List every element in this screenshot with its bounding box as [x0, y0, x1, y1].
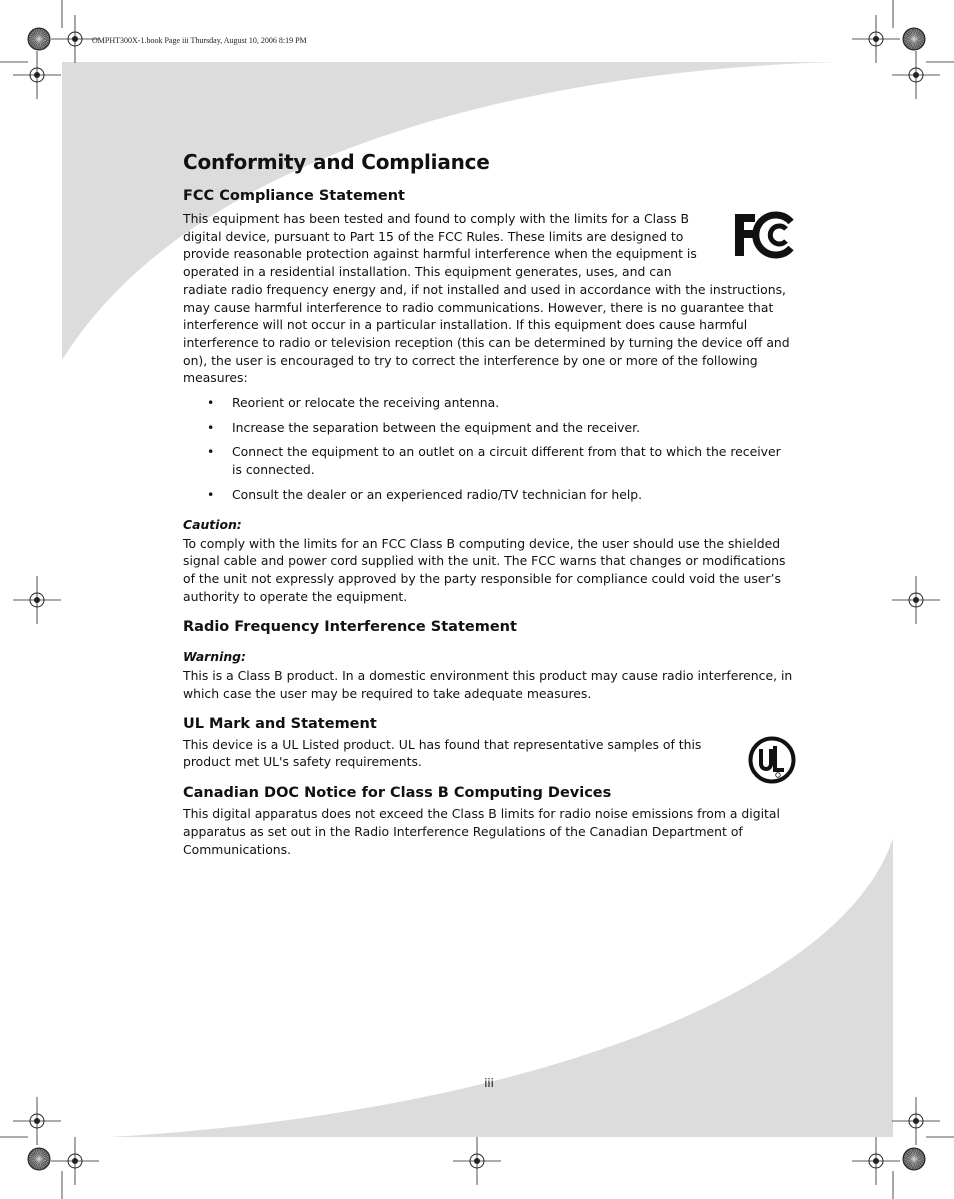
- page-title: Conformity and Compliance: [183, 150, 490, 174]
- caution-label: Caution:: [183, 516, 242, 532]
- list-item-text: Increase the separation between the equipment and the receiver.: [232, 419, 641, 435]
- fcc-section: [183, 188, 793, 605]
- ul-logo-icon: [748, 736, 796, 784]
- fcc-body: This equipment has been tested and found to comply with the limits for a Class B digital device, pursuant to Part 15 of the FCC Rules. These limits are designed to provide reasonable protection against harmful interference when the equipment is operated in a residential installation. This equipment generates, uses, and can radiate radio frequency energy and, if not installed and used in accordance with the instructions, may cause harmful interference to radio communications. However, there is no guarantee that interference will not occur in a particular installation. If this equipment does cause harmful interference to radio or television reception (this can be determined by turning the device off and on), the user is encouraged to try to correct the interference by one or more of the following measures:: [183, 211, 790, 386]
- warning-body: This is a Class B product. In a domestic environment this product may cause radio interference, in which case the user may be required to take adequate measures.: [183, 668, 793, 702]
- page-number: iii: [484, 1076, 494, 1090]
- caution-body: To comply with the limits for an FCC Class B computing device, the user should use the shielded signal cable and power cord supplied with the unit. The FCC warns that changes or modifications of the unit not expressly approved by the party responsible for compliance could void the user’s authority to operate the equipment.: [183, 535, 786, 604]
- warning-label: Warning:: [183, 649, 247, 665]
- ul-body: This device is a UL Listed product. UL has found that representative samples of this product met UL's safety requirements.: [183, 736, 702, 770]
- list-item-text: Consult the dealer or an experienced radio/TV technician for help.: [232, 486, 643, 502]
- list-item: [183, 394, 793, 412]
- print-header-meta: OMPHT300X-1.book Page iii Thursday, August 10, 2006 8:19 PM: [92, 36, 307, 45]
- ul-section: [183, 716, 793, 771]
- list-item-text: Connect the equipment to an outlet on a circuit different from that to which the receiver is connected.: [232, 444, 781, 478]
- registration-mark-dot: [913, 1118, 919, 1124]
- registration-mark-dot: [34, 1118, 40, 1124]
- registration-mark-dot: [72, 36, 78, 42]
- registration-mark-dot: [34, 72, 40, 78]
- fcc-heading: FCC Compliance Statement: [183, 188, 405, 204]
- registration-mark-dot: [873, 36, 879, 42]
- fcc-logo-icon: [733, 210, 795, 260]
- bullet-icon: •: [207, 444, 215, 460]
- doc-heading: Canadian DOC Notice for Class B Computing Devices: [183, 785, 612, 802]
- bullet-icon: •: [207, 395, 215, 411]
- list-item-text: Reorient or relocate the receiving antenna.: [232, 395, 500, 411]
- registration-mark-dot: [913, 72, 919, 78]
- doc-section: [183, 785, 793, 858]
- registration-mark-dot: [474, 1158, 480, 1164]
- doc-body: This digital apparatus does not exceed the Class B limits for radio noise emissions from a digital apparatus as set out in the Radio Interference Regulations of the Canadian Department of Communications.: [183, 806, 780, 857]
- list-item: [183, 419, 793, 437]
- rfi-heading: Radio Frequency Interference Statement: [183, 619, 517, 636]
- bullet-icon: •: [207, 419, 215, 435]
- rfi-section: [183, 619, 793, 702]
- list-item: [183, 443, 793, 478]
- list-item: [183, 486, 793, 504]
- page-content: [183, 150, 793, 858]
- fcc-measures-list: [183, 394, 793, 504]
- registration-mark-dot: [873, 1158, 879, 1164]
- registration-mark-dot: [34, 597, 40, 603]
- ul-heading: UL Mark and Statement: [183, 715, 377, 732]
- registration-mark-dot: [72, 1158, 78, 1164]
- background-swoosh-bottom: [110, 838, 893, 1137]
- bullet-icon: •: [207, 486, 215, 502]
- registration-mark-dot: [913, 597, 919, 603]
